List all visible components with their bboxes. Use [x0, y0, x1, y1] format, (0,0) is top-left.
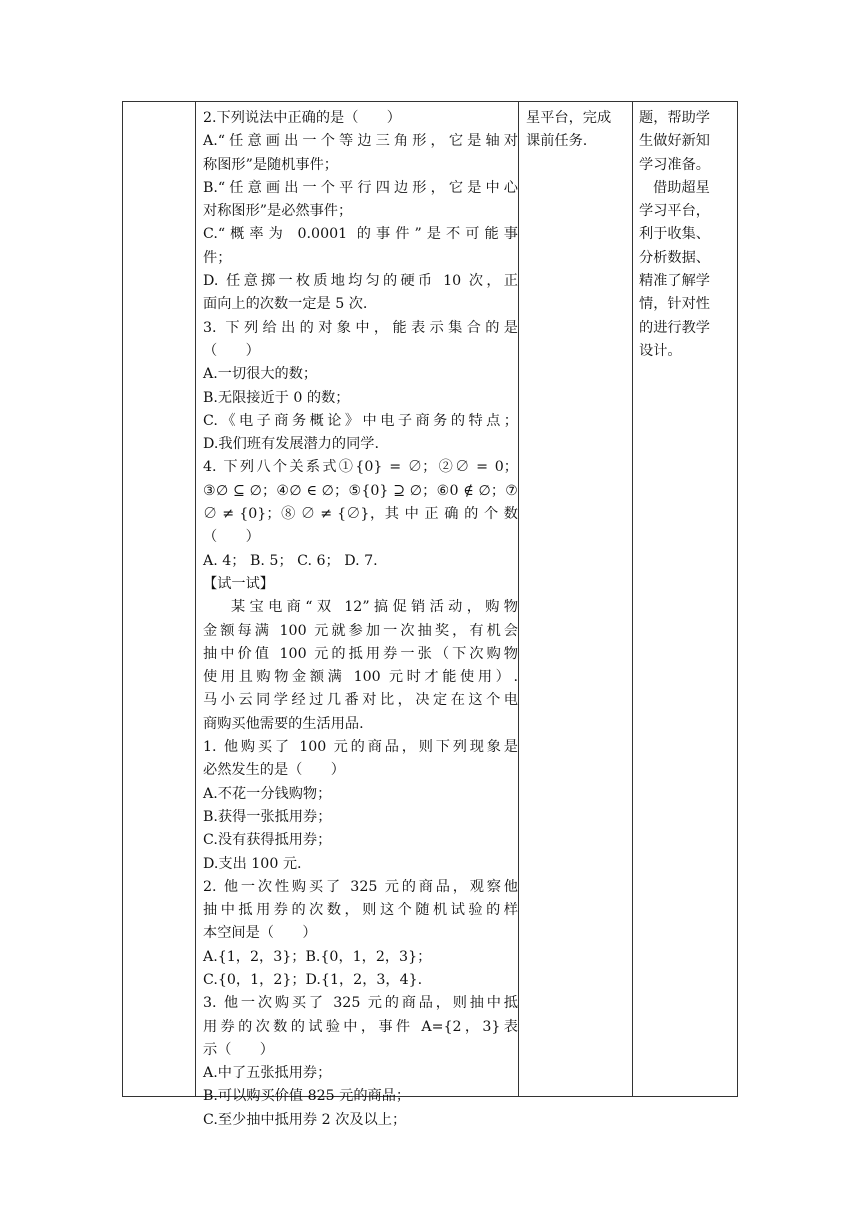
text-line: A.“任意画出一个等边三角形，它是轴对 [203, 133, 518, 150]
text-line: A.{1，2，3}；B.{0，1，2，3}； [203, 948, 432, 965]
text-line: 学习准备。 [639, 156, 710, 173]
text-line: 抽中抵用券的次数，则这个随机试验的样 [203, 902, 518, 919]
text-line: 3. 他一次购买了 325 元的商品，则抽中抵 [203, 995, 518, 1012]
text-line: （ ） [203, 529, 260, 546]
student-activity-column [526, 107, 630, 154]
design-intent-column [639, 107, 735, 363]
text-line: 示（ ） [203, 1041, 274, 1058]
text-line: D.支出 100 元. [203, 855, 302, 872]
text-line: B.无限接近于 0 的数； [203, 389, 350, 406]
text-line: 学习平台， [639, 203, 710, 220]
text-line: 3. 下列给出的对象中，能表示集合的是 [203, 319, 518, 336]
text-line: D. 任意掷一枚质地均匀的硬币 10 次，正 [203, 273, 518, 290]
text-line: C.至少抽中抵用券 2 次及以上； [203, 1111, 407, 1128]
text-line: 生做好新知 [639, 133, 710, 150]
text-line: 的进行教学 [639, 319, 710, 336]
text-line: C.{0，1，2}；D.{1，2，3，4}. [203, 971, 423, 988]
text-line: A.不花一分钱购物； [203, 785, 332, 802]
column-divider [632, 102, 633, 1096]
text-line: 1. 他购买了 100 元的商品，则下列现象是 [203, 739, 518, 756]
text-line: 分析数据、 [639, 249, 710, 266]
text-line: D.我们班有发展潜力的同学. [203, 436, 379, 453]
text-line: 2.下列说法中正确的是（ ） [203, 110, 401, 126]
text-line: A. 4； B. 5； C. 6； D. 7. [203, 552, 378, 569]
text-line: ③∅ ⊆ ∅；④∅ ∈ ∅；⑤{0} ⊇ ∅；⑥0 ∉ ∅；⑦ [203, 482, 518, 499]
text-line: 马小云同学经过几番对比，决定在这个电 [203, 692, 518, 709]
text-line: 课前任务. [526, 133, 588, 150]
text-line: 2. 他一次性购买了 325 元的商品，观察他 [203, 878, 518, 895]
text-line: B.“任意画出一个平行四边形，它是中心 [203, 179, 518, 196]
text-line: 利于收集、 [639, 226, 710, 243]
text-line: 题，帮助学 [639, 110, 710, 126]
text-line: 情，针对性 [639, 296, 710, 313]
text-line: 设计。 [639, 342, 682, 359]
text-line: 必然发生的是（ ） [203, 762, 345, 779]
column-divider [518, 102, 519, 1096]
text-line: 金额每满 100 元就参加一次抽奖，有机会 [203, 622, 518, 639]
text-line: 商购买他需要的生活用品. [203, 715, 364, 732]
text-line: 件； [203, 249, 232, 266]
text-line: C.“概率为 0.0001 的事件”是不可能事 [203, 226, 518, 243]
text-line: B.可以购买价值 825 元的商品； [203, 1088, 411, 1105]
column-divider [195, 102, 196, 1096]
text-line: B.获得一张抵用券； [203, 808, 332, 825]
text-line: A.一切很大的数； [203, 366, 318, 383]
content-column [203, 107, 518, 1132]
text-line: C.《电子商务概论》中电子商务的特点； [203, 412, 518, 429]
text-line: A.中了五张抵用券； [203, 1065, 332, 1082]
text-line: 称图形”是随机事件； [203, 156, 338, 173]
text-line: ∅ ≠ {0}；⑧ ∅ ≠ {∅}，其 中 正 确 的 个 数 [203, 506, 518, 523]
text-line: 星平台，完成 [526, 110, 612, 126]
text-line: 抽中价值 100 元的抵用券一张（下次购物 [203, 645, 518, 662]
text-line: 使用且购物金额满 100 元时才能使用）. [203, 669, 518, 686]
section-heading: 【试一试】 [203, 575, 274, 592]
lesson-table [122, 101, 738, 1128]
text-line: （ ） [203, 342, 260, 359]
text-line: 某宝电商“双 12”搞促销活动，购物 [231, 599, 518, 616]
text-line: 精准了解学 [639, 273, 710, 290]
text-line: 面向上的次数一定是 5 次. [203, 296, 368, 313]
text-line: 4. 下列八个关系式①{0} = ∅；②∅ = 0； [203, 459, 518, 476]
text-line: 用券的次数的试验中，事件 A={2，3}表 [203, 1018, 518, 1035]
text-line: 借助超星 [653, 179, 710, 196]
text-line: 本空间是（ ） [203, 925, 317, 942]
text-line: C.没有获得抵用券； [203, 832, 332, 849]
text-line: 对称图形”是必然事件； [203, 203, 353, 220]
